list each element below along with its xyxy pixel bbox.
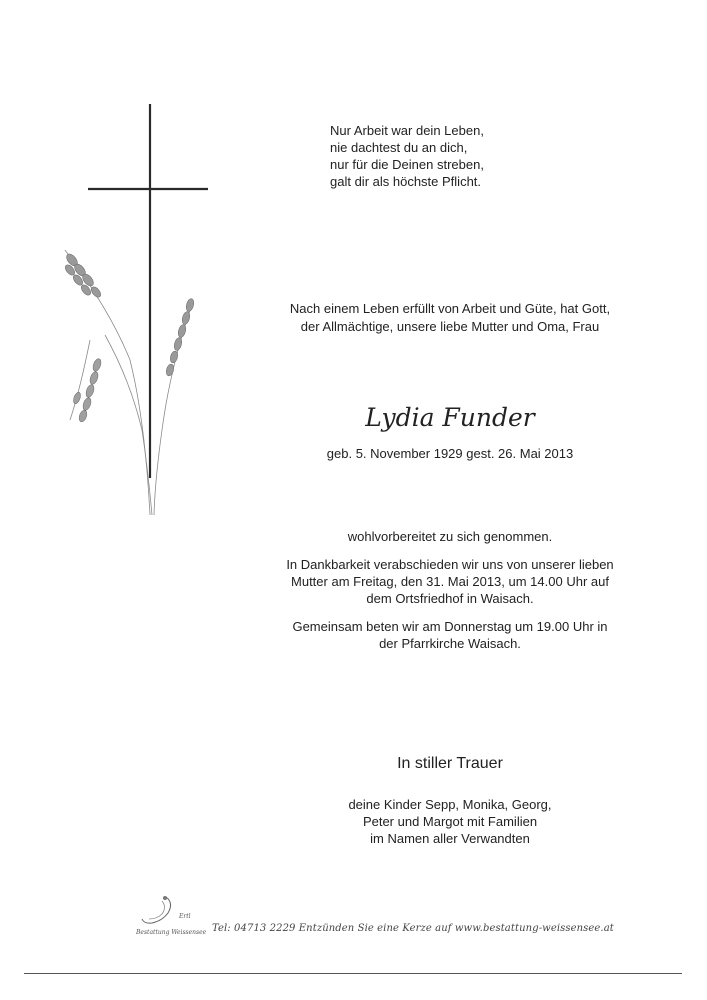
wheat-ear-right <box>165 298 195 377</box>
footer-contact: Tel: 04713 2229 Entzünden Sie eine Kerze auf www.bestattung-weissensee.at <box>212 923 614 934</box>
mourning-title: In stiller Trauer <box>397 755 503 772</box>
poem-line: galt dir als höchste Pflicht. <box>330 174 482 189</box>
announcement <box>250 528 650 652</box>
poem <box>330 122 570 190</box>
wheat-ear-middle <box>72 358 102 423</box>
logo-small-text: Ertl <box>179 913 191 920</box>
poem-line: nur für die Deinen streben, <box>330 157 484 172</box>
prayer-line: der Pfarrkirche Waisach. <box>379 636 521 651</box>
cross-wheat-illustration <box>50 100 220 520</box>
cross-icon <box>88 104 208 478</box>
logo-name: Bestattung Weissensee <box>136 929 207 936</box>
poem-line: Nur Arbeit war dein Leben, <box>330 123 484 138</box>
mourners-line: im Namen aller Verwandten <box>370 831 530 846</box>
footer-divider <box>24 973 682 974</box>
taken-line: wohlvorbereitet zu sich genommen. <box>347 529 553 544</box>
deceased-name: Lydia Funder <box>365 403 535 432</box>
wheat-ear-left <box>63 252 102 299</box>
intro-line: Nach einem Leben erfüllt von Arbeit und Güte, hat Gott, <box>289 301 611 316</box>
life-dates: geb. 5. November 1929 gest. 26. Mai 2013 <box>326 446 574 461</box>
poem-line: nie dachtest du an dich, <box>330 140 468 155</box>
intro-line: der Allmächtige, unsere liebe Mutter und Oma, Frau <box>300 319 600 334</box>
funeral-home-logo-icon <box>140 893 180 931</box>
farewell-line: Mutter am Freitag, den 31. Mai 2013, um 14.00 Uhr auf <box>291 574 609 589</box>
farewell-line: dem Ortsfriedhof in Waisach. <box>366 591 534 606</box>
mourners-list <box>300 796 600 847</box>
farewell-line: In Dankbarkeit verabschieden wir uns von unserer lieben <box>286 557 614 572</box>
prayer-line: Gemeinsam beten wir am Donnerstag um 19.00 Uhr in <box>292 619 608 634</box>
mourners-line: deine Kinder Sepp, Monika, Georg, <box>348 797 552 812</box>
intro-text <box>250 300 650 336</box>
mourners-line: Peter und Margot mit Familien <box>362 814 538 829</box>
